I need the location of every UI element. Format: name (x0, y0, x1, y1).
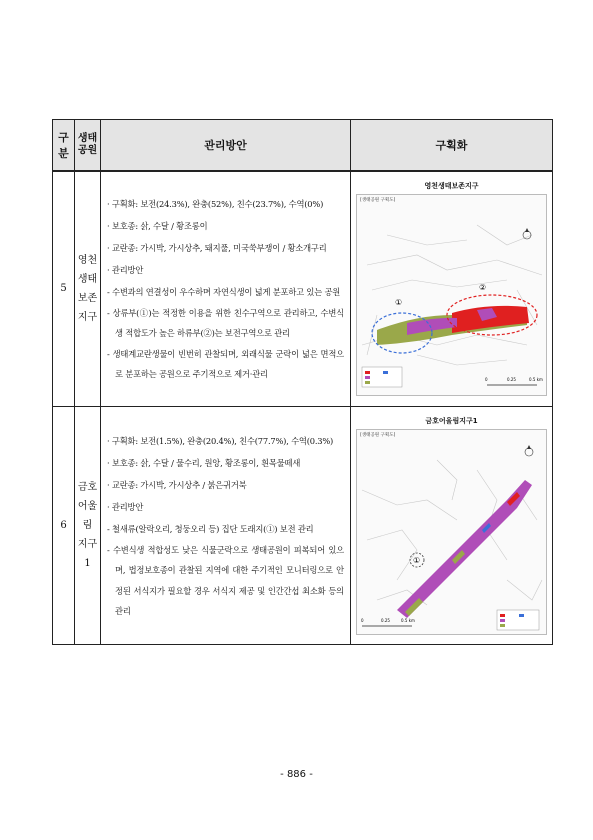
table-header-row (53, 120, 553, 171)
row-number: 6 (53, 407, 75, 645)
park-name-line: 생태 (77, 273, 98, 285)
management-item: - 철새류(알락오리, 청둥오리 등) 집단 도래지(①) 보전 관리 (107, 523, 314, 534)
map-label: [생태공원 구획도] (360, 433, 396, 438)
row-number: 5 (53, 171, 75, 407)
management-item: · 관리방안 (107, 264, 144, 275)
map-graphic (357, 430, 547, 634)
map-image (356, 194, 547, 396)
header-park-line2: 공원 (77, 144, 98, 156)
park-name-line: 지구 (77, 311, 98, 323)
park-name (75, 171, 101, 407)
map-title: 영천생태보존지구 (424, 182, 479, 191)
management-item: · 보호종: 삵, 수달 / 물수리, 원앙, 황조롱이, 흰목물떼새 (107, 457, 301, 468)
zoning-map-cell (351, 171, 553, 407)
header-zoning: 구획화 (351, 120, 553, 171)
zoning-table (52, 119, 553, 645)
management-item: · 구획화: 보전(1.5%), 완충(20.4%), 친수(77.7%), 수역(0.3%) (107, 435, 334, 446)
management-item: · 교란종: 가시박, 가시상추, 돼지풀, 미국쑥부쟁이 / 황소개구리 (107, 242, 327, 253)
park-name-line: 금호 (77, 482, 98, 493)
management-item: · 교란종: 가시박, 가시상추 / 붉은귀거북 (107, 479, 247, 490)
park-name-line: 어울림 (77, 501, 98, 531)
map-title: 금호어울림지구1 (425, 417, 478, 425)
map-graphic (357, 195, 547, 395)
zoning-map (356, 416, 547, 635)
park-name-line: 지구1 (77, 539, 98, 569)
page-number: - 886 - (280, 769, 313, 780)
management-item: · 보호종: 삵, 수달 / 황조롱이 (107, 220, 208, 231)
scale-label: 0 (361, 618, 364, 623)
map-label: [생태공원 구획도] (360, 198, 396, 204)
management-plan (101, 171, 351, 407)
scale-label: 0.25 (381, 618, 390, 623)
scale-label: 0.5 km (529, 377, 543, 383)
management-item: · 관리방안 (107, 501, 144, 512)
management-item: - 수변식생 적합성도 낮은 식물군락으로 생태공원이 피복되어 있으며, 법정보호종이 관찰된 지역에 대한 주기적인 모니터링으로 안정된 서식지가 필요할 경우 서식지 제공 및 인간간섭 최소화 등의 관리 (107, 544, 344, 616)
scale-label: 0 (485, 377, 488, 383)
table-row (53, 171, 553, 407)
park-name-line: 영천 (77, 254, 98, 266)
map-marker-2: ② (479, 283, 487, 293)
zoning-map (356, 181, 547, 396)
management-item: · 구획화: 보전(24.3%), 완충(52%), 친수(23.7%), 수역(0%) (107, 198, 324, 209)
scale-label: 0.25 (507, 377, 516, 383)
management-plan (101, 407, 351, 645)
zoning-map-cell (351, 407, 553, 645)
header-management: 관리방안 (101, 120, 351, 171)
map-image (356, 429, 547, 635)
management-item: - 상류부(①)는 적정한 이용을 위한 친수구역으로 관리하고, 수변식생 적합도가 높은 하류부(②)는 보전구역으로 관리 (107, 307, 344, 339)
table-row (53, 407, 553, 645)
management-item: - 수변과의 연결성이 우수하며 자연식생이 넓게 분포하고 있는 공원 (107, 286, 341, 297)
header-park-line1: 생태 (77, 132, 98, 144)
park-name-line: 보존 (77, 292, 98, 304)
header-division: 구분 (53, 120, 75, 171)
header-park (75, 120, 101, 171)
map-marker-1: ① (395, 298, 403, 308)
map-marker-1: ① (413, 556, 421, 565)
scale-label: 0.5 km (401, 618, 415, 623)
park-name (75, 407, 101, 645)
management-item: - 생태계교란생물이 빈번히 관찰되며, 외래식물 군락이 넓은 면적으로 분포하는 공원으로 주기적으로 제거·관리 (107, 348, 344, 380)
